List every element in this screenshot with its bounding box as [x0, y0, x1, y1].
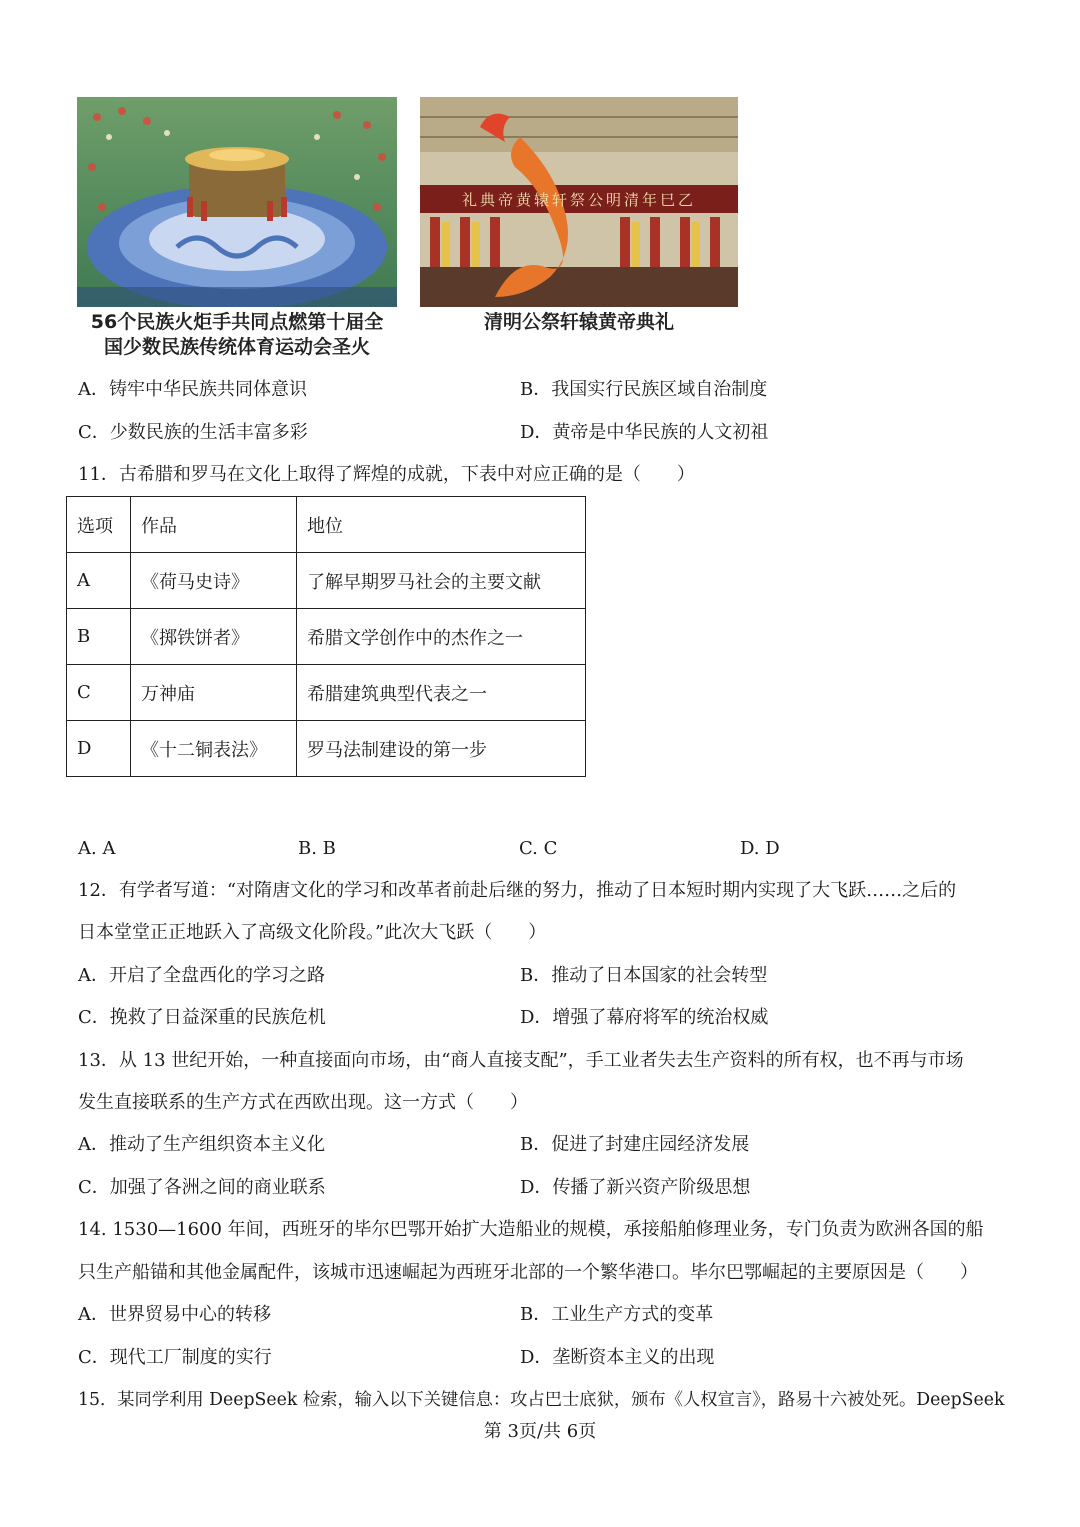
table-row	[67, 553, 586, 609]
table-cell: D	[67, 721, 131, 777]
q13-option-d[interactable]: D．传播了新兴资产阶级思想	[520, 1177, 751, 1198]
q10-option-b[interactable]: B．我国实行民族区域自治制度	[520, 379, 768, 400]
q13-option-c[interactable]: C．加强了各洲之间的商业联系	[78, 1177, 326, 1198]
q12-stem-line1: 12．有学者写道：“对隋唐文化的学习和改革者前赴后继的努力，推动了日本短时期内实现了大飞跃……之后的	[78, 880, 957, 901]
table-row	[67, 609, 586, 665]
table-cell: 《掷铁饼者》	[131, 609, 297, 665]
table-cell: 《十二铜表法》	[131, 721, 297, 777]
q11-stem: 11．古希腊和罗马在文化上取得了辉煌的成就，下表中对应正确的是（ ）	[78, 464, 695, 485]
q12-option-a[interactable]: A．开启了全盘西化的学习之路	[78, 965, 325, 986]
q10-option-c[interactable]: C．少数民族的生活丰富多彩	[78, 422, 308, 443]
photo-ceremony-caption	[420, 310, 738, 335]
q14-option-b[interactable]: B．工业生产方式的变革	[520, 1304, 714, 1325]
q10-option-a[interactable]: A．铸牢中华民族共同体意识	[78, 379, 307, 400]
q14-option-c[interactable]: C．现代工厂制度的实行	[78, 1347, 272, 1368]
q11-option-c[interactable]: C. C	[519, 838, 558, 859]
table-header-cell: 作品	[131, 497, 297, 553]
q14-stem-line2: 只生产船锚和其他金属配件，该城市迅速崛起为西班牙北部的一个繁华港口。毕尔巴鄂崛起的主要原因是（ ）	[78, 1262, 978, 1283]
q13-stem-line1: 13．从 13 世纪开始，一种直接面向市场，由“商人直接支配”，手工业者失去生产资料的所有权，也不再与市场	[78, 1050, 964, 1071]
table-row	[67, 721, 586, 777]
q11-option-b[interactable]: B. B	[298, 838, 336, 859]
q11-option-d[interactable]: D. D	[740, 838, 780, 859]
q14-option-d[interactable]: D．垄断资本主义的出现	[520, 1347, 715, 1368]
table-cell: 希腊建筑典型代表之一	[297, 665, 586, 721]
caption-line: 国少数民族传统体育运动会圣火	[103, 336, 370, 358]
q12-option-c[interactable]: C．挽救了日益深重的民族危机	[78, 1007, 326, 1028]
table-header-cell: 选项	[67, 497, 131, 553]
q14-option-a[interactable]: A．世界贸易中心的转移	[78, 1304, 271, 1325]
table-cell: A	[67, 553, 131, 609]
q12-option-b[interactable]: B．推动了日本国家的社会转型	[520, 965, 768, 986]
q14-stem-line1: 14. 1530—1600 年间，西班牙的毕尔巴鄂开始扩大造船业的规模，承接船舶修理业务，专门负责为欧洲各国的船	[78, 1219, 984, 1240]
q11-table	[66, 496, 586, 777]
photo-torch-caption	[60, 310, 414, 360]
table-cell: B	[67, 609, 131, 665]
photo-yellow-emperor-ceremony	[420, 97, 738, 307]
table-cell: 罗马法制建设的第一步	[297, 721, 586, 777]
ceremony-banner: 礼典帝黄辕轩祭公明清年巳乙	[461, 191, 696, 209]
q13-stem-line2: 发生直接联系的生产方式在西欧出现。这一方式（ ）	[78, 1092, 528, 1113]
q10-option-d[interactable]: D．黄帝是中华民族的人文初祖	[520, 422, 769, 443]
table-header-cell: 地位	[297, 497, 586, 553]
table-cell: 万神庙	[131, 665, 297, 721]
table-cell: 了解早期罗马社会的主要文献	[297, 553, 586, 609]
page-footer: 第 3页/共 6页	[483, 1421, 597, 1442]
table-row	[67, 665, 586, 721]
table-header-row	[67, 497, 586, 553]
photo-torch-ceremony	[77, 97, 397, 307]
q12-option-d[interactable]: D．增强了幕府将军的统治权威	[520, 1007, 769, 1028]
q15-stem-line1: 15．某同学利用 DeepSeek 检索，输入以下关键信息：攻占巴士底狱，颁布《人权宣言》，路易十六被处死。DeepSeek	[78, 1390, 1005, 1410]
caption-line: 清明公祭轩辕黄帝典礼	[483, 311, 674, 333]
q13-option-b[interactable]: B．促进了封建庄园经济发展	[520, 1134, 750, 1155]
q11-option-a[interactable]: A. A	[78, 838, 116, 859]
table-cell: 希腊文学创作中的杰作之一	[297, 609, 586, 665]
table-cell: 《荷马史诗》	[131, 553, 297, 609]
q13-option-a[interactable]: A．推动了生产组织资本主义化	[78, 1134, 325, 1155]
q12-stem-line2: 日本堂堂正正地跃入了高级文化阶段。”此次大飞跃（ ）	[78, 922, 547, 943]
table-cell: C	[67, 665, 131, 721]
caption-line: 56个民族火炬手共同点燃第十届全	[90, 311, 384, 333]
